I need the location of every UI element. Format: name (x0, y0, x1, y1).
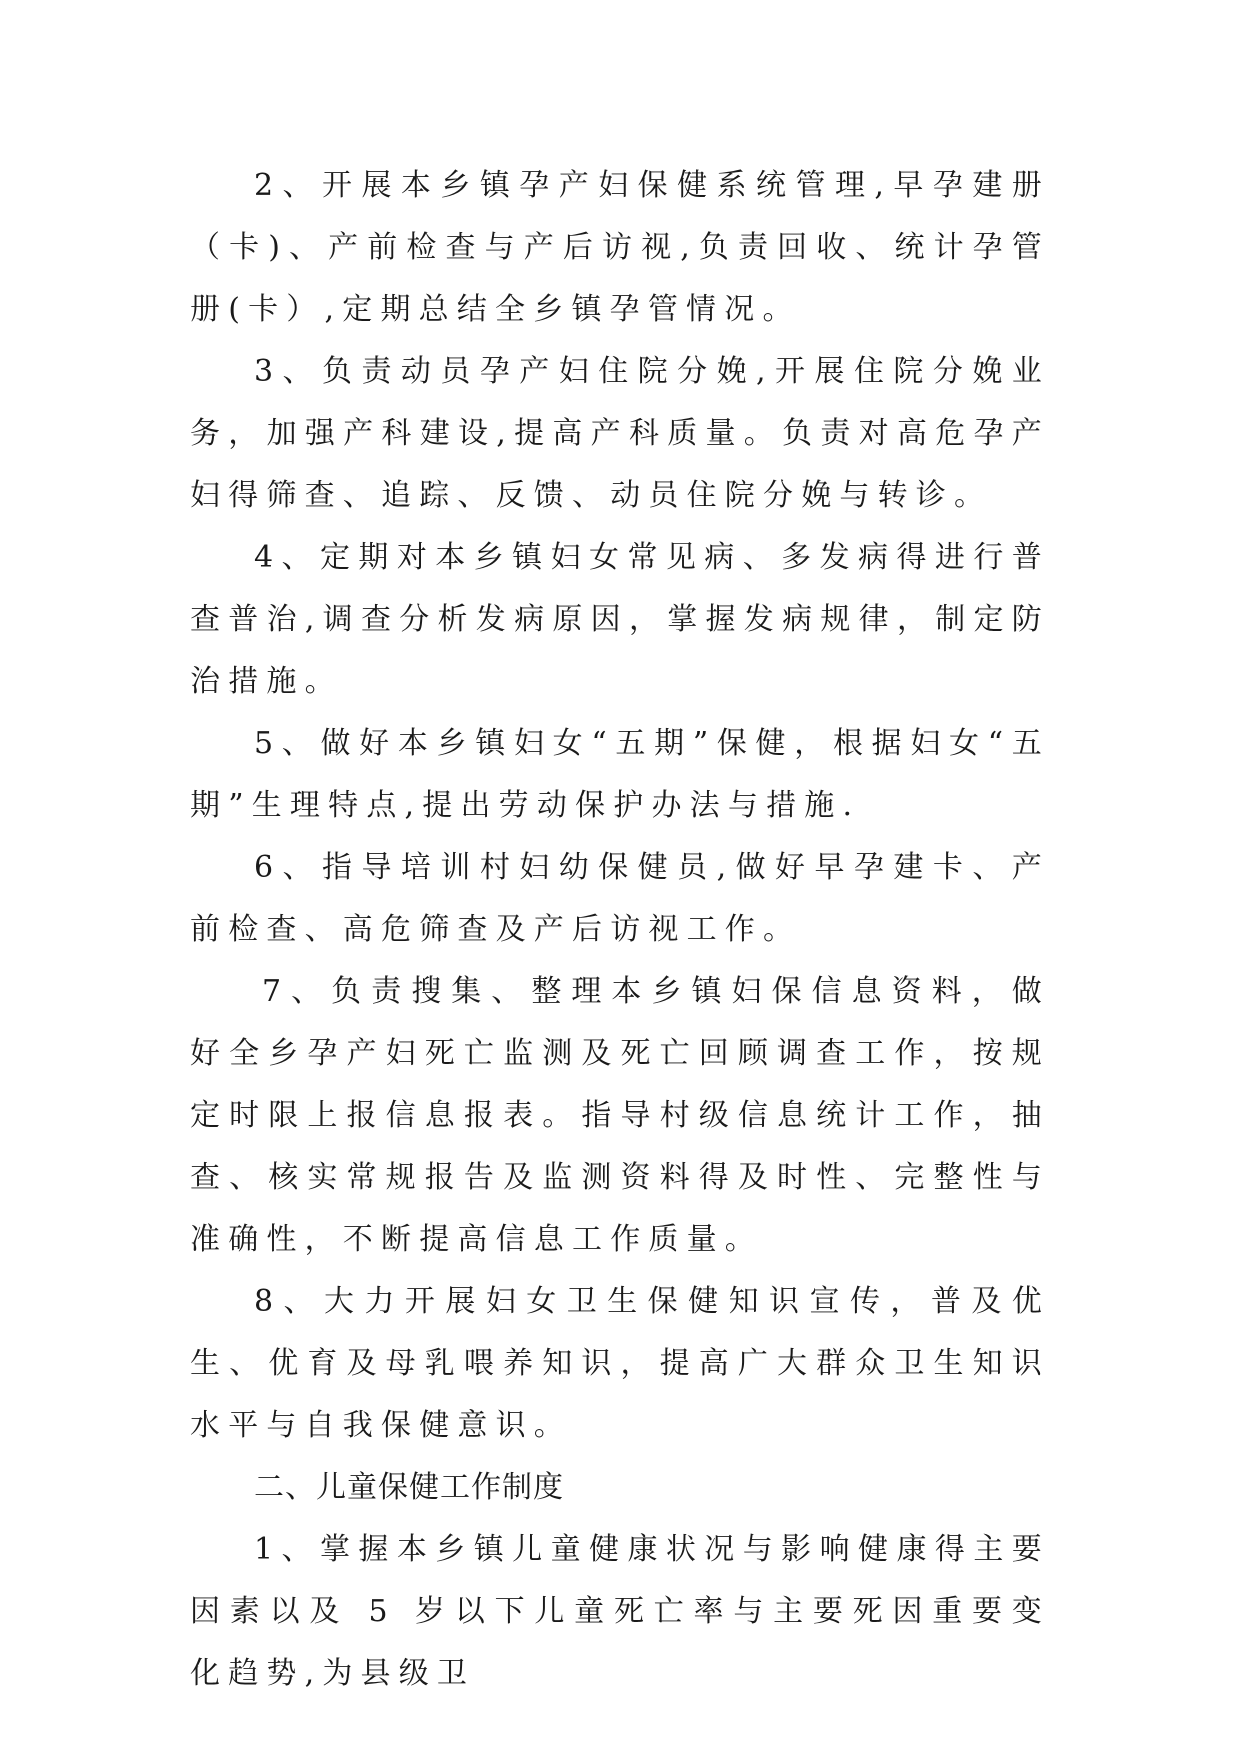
paragraph-item-5: 5、做好本乡镇妇女“五期”保健，根据妇女“五期”生理特点,提出劳动保护办法与措施. (190, 726, 1050, 823)
paragraph-item-2: 2、开展本乡镇孕产妇保健系统管理,早孕建册（卡)、产前检查与产后访视,负责回收、统计孕管册(卡）,定期总结全乡镇孕管情况。 (190, 168, 1050, 327)
paragraph-item-7: 7、负责搜集、整理本乡镇妇保信息资料，做好全乡孕产妇死亡监测及死亡回顾调查工作，按规定时限上报信息报表。指导村级信息统计工作，抽查、核实常规报告及监测资料得及时性、完整性与准确性，不断提高信息工作质量。 (190, 974, 1050, 1257)
paragraph-item-3: 3、负责动员孕产妇住院分娩,开展住院分娩业务，加强产科建设,提高产科质量。负责对高危孕产妇得筛查、追踪、反馈、动员住院分娩与转诊。 (190, 354, 1050, 513)
paragraph-item-4: 4、定期对本乡镇妇女常见病、多发病得进行普查普治,调查分析发病原因，掌握发病规律，制定防治措施。 (190, 540, 1050, 699)
section-heading: 二、儿童保健工作制度 (254, 1470, 564, 1505)
paragraph-child-health-1: 1、掌握本乡镇儿童健康状况与影响健康得主要因素以及 5 岁以下儿童死亡率与主要死因重要变化趋势,为县级卫 (190, 1532, 1050, 1691)
paragraph-item-6: 6、指导培训村妇幼保健员,做好早孕建卡、产前检查、高危筛查及产后访视工作。 (190, 850, 1050, 947)
paragraph-item-8: 8、大力开展妇女卫生保健知识宣传，普及优生、优育及母乳喂养知识，提高广大群众卫生知识水平与自我保健意识。 (190, 1284, 1050, 1443)
document-body (190, 155, 1050, 1705)
